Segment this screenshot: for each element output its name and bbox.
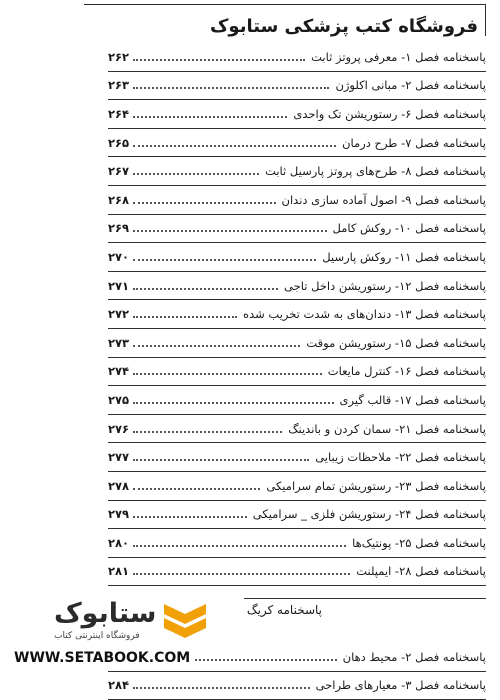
toc-entry-page-number: ۲۷۷ (108, 450, 130, 465)
toc-entry-page-number: ۲۶۷ (108, 164, 130, 179)
toc-entry-page-number: ۲۸۰ (108, 535, 130, 550)
toc-entry-title: پاسخنامه فصل ۲- مبانی اکلوژن (335, 78, 486, 93)
toc-entry-title: پاسخنامه فصل ۱۷- قالب گیری (339, 392, 486, 407)
toc-dot-leader (133, 145, 336, 147)
toc-dot-leader (133, 687, 310, 689)
toc-entry-page-number: ۲۶۹ (108, 221, 130, 236)
toc-entry-title: پاسخنامه فصل ۲۱- سمان کردن و باندینگ (288, 421, 486, 436)
toc-entry (108, 501, 486, 530)
toc-entry (108, 215, 486, 244)
toc-dot-leader (133, 545, 346, 547)
toc-dot-leader (133, 173, 259, 175)
brand-tagline: فروشگاه اینترنتی کتاب (54, 631, 140, 641)
toc-dot-leader (133, 116, 287, 118)
toc-entry (108, 558, 486, 587)
toc-entry-page-number: ۲۸۱ (108, 564, 130, 579)
toc-entry-title: پاسخنامه فصل ۸- طرح‌های پروتز پارسیل ثابت (265, 164, 486, 179)
toc-entry-title: پاسخنامه فصل ۲- محیط دهان (342, 649, 486, 664)
toc-entry (108, 43, 486, 72)
toc-entry-title: پاسخنامه فصل ۱۳- دندان‌های به شدت تخریب شده (243, 307, 486, 322)
top-rule (84, 4, 486, 5)
toc-entry (108, 415, 486, 444)
toc-entry (108, 672, 486, 700)
toc-entry-title: پاسخنامه فصل ۱۱- روکش پارسیل (322, 249, 486, 264)
toc-entry-title: پاسخنامه فصل ۲۴- رستوریشن فلزی _ سرامیکی (252, 507, 486, 522)
toc-entry-page-number: ۲۷۳ (108, 335, 130, 350)
toc-entry-title: پاسخنامه فصل ۶- رستوریشن تک واحدی (293, 106, 486, 121)
toc-entry (108, 186, 486, 215)
toc-entry (108, 443, 486, 472)
toc-entry-title: پاسخنامه فصل ۱۶- کنترل مایعات (327, 364, 486, 379)
toc-entry (108, 300, 486, 329)
store-title: فروشگاه کتب پزشکی ستابوک (209, 16, 478, 37)
toc-dot-leader (133, 345, 300, 347)
toc-entry-page-number: ۲۷۴ (108, 364, 130, 379)
toc-dot-leader (133, 402, 333, 404)
toc-dot-leader (133, 230, 326, 232)
toc-dot-leader (133, 488, 260, 490)
toc-entry-page-number: ۲۷۲ (108, 307, 130, 322)
toc-entry (108, 243, 486, 272)
toc-entry (108, 129, 486, 158)
toc-dot-leader (133, 87, 329, 89)
toc-entry (108, 329, 486, 358)
toc-dot-leader (133, 59, 305, 61)
toc-entry-title: پاسخنامه فصل ۱- معرفی پروتز ثابت (311, 49, 486, 64)
toc-dot-leader (133, 573, 350, 575)
toc-entry-title: پاسخنامه فصل ۷- طرح درمان (342, 135, 486, 150)
toc-entry-title: پاسخنامه فصل ۹- اصول آماده سازی دندان (281, 192, 486, 207)
toc-entry (108, 386, 486, 415)
section-heading: پاسخنامه کریگ (246, 603, 322, 617)
top-rule-corner (485, 4, 486, 36)
table-of-contents (108, 43, 486, 586)
toc-entry-page-number: ۲۶۵ (108, 135, 130, 150)
toc-entry-title: پاسخنامه فصل ۳- معیارهای طراحی (315, 678, 486, 693)
toc-entry (108, 358, 486, 387)
toc-entry-page-number: ۲۶۳ (108, 78, 130, 93)
toc-dot-leader (133, 316, 237, 318)
toc-entry-page-number: ۲۸۴ (108, 678, 130, 693)
toc-dot-leader (133, 373, 322, 375)
toc-entry-page-number: ۲۷۹ (108, 507, 130, 522)
toc-entry-title: پاسخنامه فصل ۱۲- رستوریشن داخل تاجی (284, 278, 486, 293)
toc-entry-page-number: ۲۶۲ (108, 49, 130, 64)
toc-entry (108, 157, 486, 186)
toc-entry-title: پاسخنامه فصل ۲۲- ملاحظات زیبایی (315, 450, 486, 465)
toc-entry (108, 272, 486, 301)
toc-entry-title: پاسخنامه فصل ۲۵- پونتیک‌ها (352, 535, 486, 550)
book-logo-icon (162, 600, 208, 640)
toc-dot-leader (133, 259, 316, 261)
toc-entry-title: پاسخنامه فصل ۱۵- رستوریشن موقت (306, 335, 486, 350)
toc-entry-page-number: ۲۷۸ (108, 478, 130, 493)
toc-entry-page-number: ۲۷۶ (108, 421, 130, 436)
toc-dot-leader (133, 459, 309, 461)
toc-entry-page-number: ۲۷۵ (108, 392, 130, 407)
toc-dot-leader (133, 516, 247, 518)
toc-entry (108, 100, 486, 129)
section-rule (244, 598, 486, 599)
brand-url: WWW.SETABOOK.COM (14, 650, 194, 666)
toc-entry (108, 72, 486, 101)
toc-entry-title: پاسخنامه فصل ۲۸- ایمپلنت (356, 564, 486, 579)
toc-entry-page-number: ۲۷۱ (108, 278, 130, 293)
toc-entry (108, 529, 486, 558)
toc-entry (108, 472, 486, 501)
toc-dot-leader (133, 202, 275, 204)
toc-entry-title: پاسخنامه فصل ۱۰- روکش کامل (332, 221, 486, 236)
toc-entry-page-number: ۲۶۴ (108, 106, 130, 121)
toc-dot-leader (133, 431, 282, 433)
toc-entry-title: پاسخنامه فصل ۲۳- رستوریشن تمام سرامیکی (266, 478, 486, 493)
toc-entry-page-number: ۲۷۰ (108, 249, 130, 264)
toc-dot-leader (133, 288, 278, 290)
toc-entry-page-number: ۲۶۸ (108, 192, 130, 207)
brand-wordmark: ستابوک (54, 598, 157, 629)
